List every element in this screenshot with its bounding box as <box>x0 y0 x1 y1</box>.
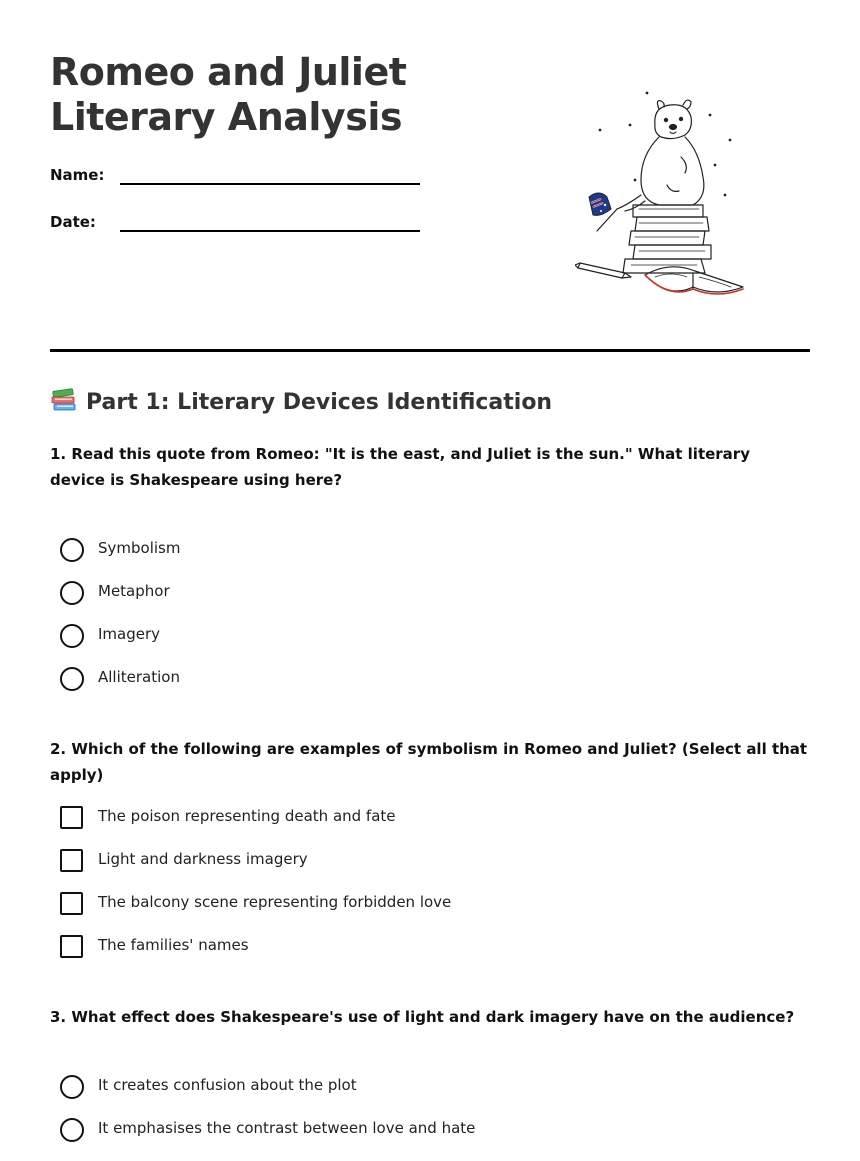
option-label: The balcony scene representing forbidden love <box>98 893 452 911</box>
title-line-2: Literary Analysis <box>50 95 402 139</box>
option-label: Alliteration <box>98 668 180 686</box>
option-label: Imagery <box>98 625 161 643</box>
radio-button[interactable] <box>60 1118 84 1142</box>
worksheet-title <box>50 50 470 140</box>
question-1-text: 1. Read this quote from Romeo: "It is the east, and Juliet is the sun." What literary device is Shakespeare using here? <box>50 445 750 489</box>
checkbox[interactable] <box>60 849 83 872</box>
date-input-line[interactable] <box>120 230 420 232</box>
option-label: Light and darkness imagery <box>98 850 308 868</box>
option-label: The poison representing death and fate <box>98 807 396 825</box>
section-title-part-1 <box>50 384 552 422</box>
checkbox[interactable] <box>60 935 83 958</box>
option-label: Metaphor <box>98 582 170 600</box>
q2-option-1[interactable] <box>60 805 760 831</box>
q3-option-2[interactable] <box>60 1117 760 1143</box>
question-2-text: 2. Which of the following are examples of symbolism in Romeo and Juliet? (Select all that apply) <box>50 740 808 784</box>
q2-option-4[interactable] <box>60 934 760 960</box>
radio-button[interactable] <box>60 1075 84 1099</box>
date-label: Date: <box>50 213 96 231</box>
option-label: The families' names <box>98 936 249 954</box>
date-field[interactable] <box>50 210 420 240</box>
q2-option-2[interactable] <box>60 848 760 874</box>
option-label: It emphasises the contrast between love and hate <box>98 1119 476 1137</box>
checkbox[interactable] <box>60 806 83 829</box>
radio-button[interactable] <box>60 624 84 648</box>
title-line-1: Romeo and Juliet <box>50 50 407 94</box>
q2-option-3[interactable] <box>60 891 760 917</box>
radio-button[interactable] <box>60 581 84 605</box>
header-divider <box>50 349 810 352</box>
quokka-mascot-illustration <box>575 85 755 305</box>
section-title-text: Part 1: Literary Devices Identification <box>86 390 553 415</box>
option-label: It creates confusion about the plot <box>98 1076 357 1094</box>
name-input-line[interactable] <box>120 183 420 185</box>
q1-option-3[interactable] <box>60 623 760 649</box>
q1-option-1[interactable] <box>60 537 760 563</box>
name-label: Name: <box>50 166 105 184</box>
q3-option-1[interactable] <box>60 1074 760 1100</box>
radio-button[interactable] <box>60 538 84 562</box>
name-field[interactable] <box>50 163 420 193</box>
option-label: Symbolism <box>98 539 181 557</box>
q1-option-2[interactable] <box>60 580 760 606</box>
checkbox[interactable] <box>60 892 83 915</box>
books-icon <box>50 387 78 413</box>
question-3-text: 3. What effect does Shakespeare's use of light and dark imagery have on the audience? <box>50 1008 795 1026</box>
q1-option-4[interactable] <box>60 666 760 692</box>
radio-button[interactable] <box>60 667 84 691</box>
